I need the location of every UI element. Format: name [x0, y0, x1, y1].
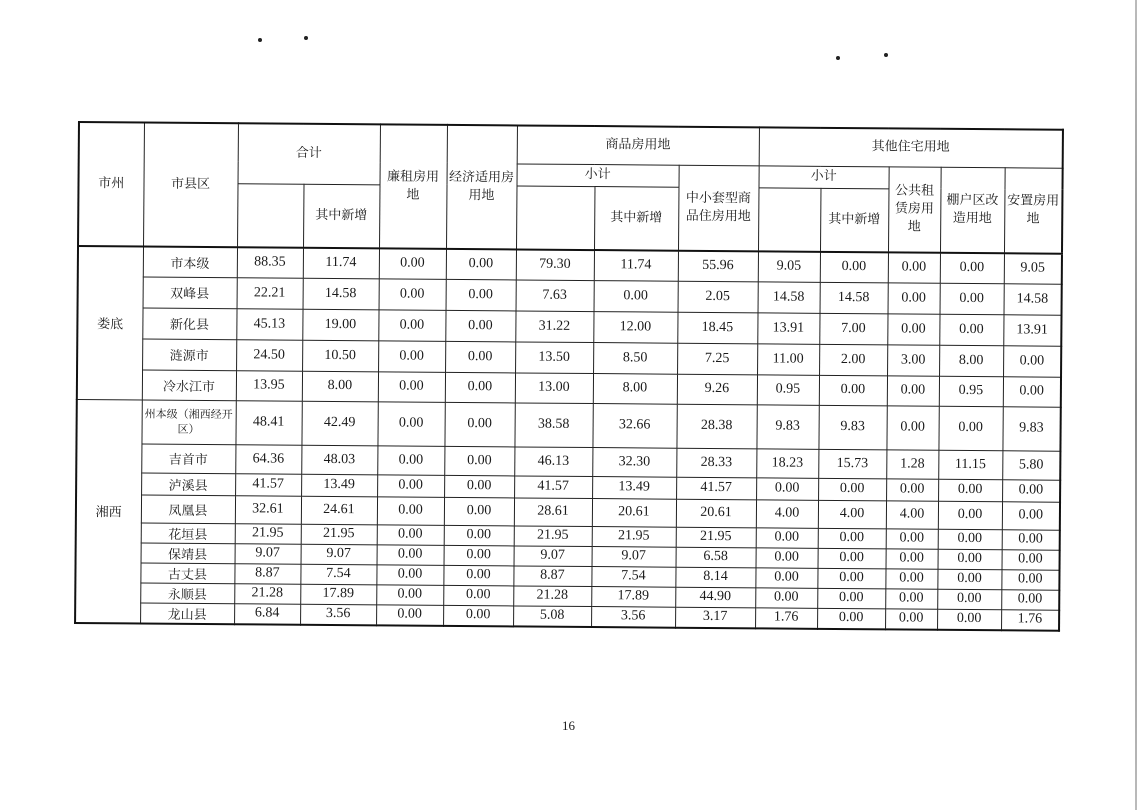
city-cell: 湘西 [75, 399, 142, 623]
header-other-shantytown: 棚户区改造用地 [940, 167, 1005, 254]
value-cell: 0.00 [379, 278, 446, 310]
value-cell: 0.00 [937, 609, 1001, 630]
value-cell: 13.49 [301, 474, 377, 497]
value-cell: 17.89 [591, 586, 675, 607]
value-cell: 9.83 [1002, 406, 1060, 450]
value-cell: 20.61 [676, 499, 756, 528]
value-cell: 0.00 [1002, 479, 1060, 501]
value-cell: 0.00 [443, 605, 513, 626]
value-cell: 0.00 [377, 544, 444, 565]
value-cell: 0.00 [885, 608, 937, 629]
value-cell: 0.00 [445, 310, 515, 342]
land-supply-table [74, 121, 1064, 631]
value-cell: 5.80 [1002, 450, 1060, 479]
table-body [75, 246, 1062, 630]
scan-speck [304, 36, 308, 40]
value-cell: 0.00 [445, 341, 515, 373]
value-cell: 0.00 [446, 279, 516, 311]
value-cell: 10.50 [302, 340, 378, 372]
value-cell: 7.00 [819, 313, 887, 345]
value-cell: 13.49 [592, 476, 676, 499]
value-cell: 9.07 [592, 546, 676, 567]
value-cell: 0.00 [885, 588, 937, 608]
value-cell: 14.58 [820, 282, 888, 314]
value-cell: 0.00 [1002, 501, 1060, 529]
county-cell: 泸溪县 [141, 473, 235, 496]
value-cell: 32.66 [592, 403, 676, 448]
value-cell: 0.00 [817, 608, 885, 629]
value-cell: 0.00 [756, 477, 818, 499]
header-other: 其他住宅用地 [759, 127, 1063, 167]
value-cell: 0.95 [757, 374, 819, 404]
value-cell: 21.95 [592, 526, 676, 547]
value-cell: 0.00 [886, 478, 938, 500]
county-cell: 涟源市 [142, 339, 236, 371]
value-cell: 4.00 [818, 500, 886, 529]
value-cell: 0.00 [818, 478, 886, 501]
value-cell: 3.17 [675, 607, 755, 628]
header-commercial: 商品房用地 [517, 125, 759, 165]
value-cell: 7.54 [591, 566, 675, 587]
value-cell: 7.63 [516, 279, 594, 311]
value-cell: 0.00 [937, 589, 1001, 610]
value-cell: 15.73 [818, 449, 886, 479]
value-cell: 0.00 [938, 501, 1002, 530]
value-cell: 48.41 [235, 400, 301, 445]
scan-speck [836, 56, 840, 60]
value-cell: 19.00 [302, 309, 378, 341]
value-cell: 0.00 [756, 527, 818, 547]
value-cell: 0.00 [938, 479, 1002, 502]
value-cell: 14.58 [1004, 283, 1062, 314]
header-county: 市县区 [143, 123, 238, 248]
county-cell: 花垣县 [141, 523, 235, 544]
value-cell: 0.00 [819, 375, 887, 406]
value-cell: 0.00 [444, 446, 514, 476]
city-cell: 娄底 [77, 246, 143, 400]
value-cell: 21.28 [513, 585, 591, 606]
value-cell: 0.00 [940, 283, 1004, 315]
value-cell: 41.57 [514, 475, 592, 498]
value-cell: 48.03 [301, 445, 377, 475]
county-cell: 保靖县 [141, 543, 235, 564]
county-cell: 凤凰县 [141, 495, 235, 524]
value-cell: 5.08 [513, 605, 591, 626]
value-cell: 18.23 [756, 448, 818, 477]
value-cell: 14.58 [303, 278, 379, 310]
value-cell: 41.57 [676, 477, 756, 500]
value-cell: 9.83 [818, 405, 886, 450]
value-cell: 9.05 [1004, 253, 1062, 283]
value-cell: 21.95 [676, 527, 756, 548]
value-cell: 1.76 [755, 607, 817, 628]
value-cell: 4.00 [756, 499, 818, 527]
value-cell: 0.00 [379, 248, 446, 279]
value-cell: 42.49 [301, 401, 377, 446]
value-cell: 0.00 [594, 280, 678, 312]
value-cell: 31.22 [515, 310, 593, 342]
value-cell: 32.30 [592, 447, 676, 477]
value-cell: 9.05 [758, 251, 820, 281]
value-cell: 22.21 [237, 277, 303, 309]
value-cell: 0.00 [886, 405, 938, 449]
value-cell: 0.00 [888, 282, 940, 313]
value-cell: 8.00 [593, 373, 677, 404]
value-cell: 0.00 [755, 587, 817, 607]
value-cell: 12.00 [593, 311, 677, 343]
value-cell: 0.00 [938, 549, 1002, 570]
value-cell: 13.91 [757, 312, 819, 343]
value-cell: 13.91 [1003, 314, 1061, 345]
value-cell: 0.00 [886, 548, 938, 568]
header-other-new: 其中新增 [820, 188, 889, 253]
value-cell: 11.74 [594, 250, 678, 281]
value-cell: 0.00 [755, 567, 817, 587]
value-cell: 2.00 [819, 344, 887, 376]
value-cell: 0.00 [887, 313, 939, 344]
header-other-subtotal: 小计 [759, 165, 889, 188]
county-cell: 双峰县 [143, 277, 237, 309]
header-lowrent: 廉租房用地 [379, 124, 447, 249]
header-other-public: 公共租赁房用地 [888, 166, 941, 252]
county-cell: 永顺县 [140, 583, 234, 604]
value-cell: 79.30 [516, 249, 594, 280]
value-cell: 0.00 [445, 372, 515, 403]
value-cell: 21.95 [514, 525, 592, 546]
value-cell: 32.61 [235, 495, 301, 524]
value-cell: 45.13 [236, 308, 302, 340]
value-cell: 0.00 [444, 497, 514, 526]
value-cell: 1.28 [886, 449, 938, 478]
value-cell: 8.87 [513, 565, 591, 586]
table-header [78, 122, 1063, 254]
value-cell: 0.00 [443, 565, 513, 586]
value-cell: 24.50 [236, 339, 302, 371]
value-cell: 46.13 [514, 446, 592, 476]
value-cell: 28.38 [676, 404, 756, 449]
county-cell: 古丈县 [140, 563, 234, 584]
value-cell: 0.00 [376, 564, 443, 585]
value-cell: 0.00 [818, 528, 886, 549]
value-cell: 8.00 [939, 345, 1003, 377]
scan-speck [258, 38, 262, 42]
table-row [76, 399, 1060, 451]
value-cell: 0.00 [444, 402, 514, 447]
value-cell: 3.56 [591, 606, 675, 627]
value-cell: 1.76 [1001, 609, 1059, 630]
value-cell: 0.00 [378, 340, 445, 372]
value-cell: 2.05 [678, 281, 758, 313]
value-cell: 8.14 [675, 567, 755, 588]
value-cell: 11.15 [938, 450, 1002, 480]
value-cell: 8.50 [593, 342, 677, 374]
county-cell: 市本级 [143, 247, 237, 278]
value-cell: 0.00 [818, 548, 886, 569]
value-cell: 21.95 [301, 524, 377, 545]
value-cell: 8.87 [234, 563, 300, 584]
header-total-blank [237, 183, 304, 248]
value-cell: 0.00 [937, 569, 1001, 590]
value-cell: 0.00 [887, 375, 939, 405]
value-cell: 0.00 [444, 475, 514, 498]
value-cell: 9.07 [301, 544, 377, 565]
header-commercial-subtotal-blank [516, 185, 595, 250]
header-city: 市州 [78, 122, 144, 247]
value-cell: 0.00 [756, 547, 818, 567]
county-cell: 龙山县 [140, 603, 234, 624]
value-cell: 6.58 [676, 547, 756, 568]
value-cell: 44.90 [675, 587, 755, 608]
header-commercial-new: 其中新增 [594, 186, 679, 251]
value-cell: 0.00 [1002, 549, 1060, 569]
value-cell: 3.56 [300, 604, 376, 625]
value-cell: 11.00 [757, 343, 819, 374]
value-cell: 21.28 [234, 583, 300, 604]
value-cell: 21.95 [235, 523, 301, 544]
value-cell: 0.00 [377, 401, 444, 446]
value-cell: 0.00 [885, 568, 937, 588]
value-cell: 0.00 [378, 371, 445, 402]
value-cell: 8.00 [302, 371, 378, 402]
value-cell: 13.95 [236, 370, 302, 401]
value-cell: 11.74 [303, 248, 379, 279]
value-cell: 0.00 [377, 524, 444, 545]
value-cell: 0.00 [1003, 345, 1061, 376]
value-cell: 0.00 [1001, 589, 1059, 609]
county-cell: 吉首市 [141, 444, 235, 474]
value-cell: 13.00 [515, 372, 593, 403]
value-cell: 7.54 [300, 564, 376, 585]
header-total: 合计 [238, 123, 380, 184]
value-cell: 0.00 [938, 529, 1002, 550]
value-cell: 0.00 [446, 249, 516, 280]
value-cell: 0.00 [939, 314, 1003, 346]
value-cell: 0.00 [1001, 569, 1059, 589]
value-cell: 0.00 [817, 568, 885, 589]
value-cell: 0.95 [939, 376, 1003, 407]
header-commercial-small: 中小套型商品住房用地 [678, 165, 759, 252]
value-cell: 18.45 [677, 312, 757, 344]
value-cell: 41.57 [235, 473, 301, 496]
value-cell: 0.00 [378, 309, 445, 341]
value-cell: 28.61 [514, 497, 592, 526]
county-cell: 新化县 [142, 308, 236, 340]
header-other-subtotal-blank [758, 187, 821, 251]
value-cell: 0.00 [938, 406, 1002, 451]
value-cell: 64.36 [235, 444, 301, 474]
value-cell: 88.35 [237, 247, 303, 278]
value-cell: 6.84 [234, 603, 300, 624]
value-cell: 0.00 [377, 474, 444, 497]
land-supply-table-sheet [74, 121, 1062, 631]
value-cell: 0.00 [377, 445, 444, 475]
header-other-resettle: 安置房用地 [1004, 167, 1063, 253]
value-cell: 0.00 [886, 528, 938, 548]
value-cell: 0.00 [444, 525, 514, 546]
value-cell: 4.00 [886, 500, 938, 528]
value-cell: 3.00 [887, 344, 939, 375]
value-cell: 0.00 [376, 604, 443, 625]
value-cell: 0.00 [444, 545, 514, 566]
value-cell: 9.83 [756, 404, 818, 448]
value-cell: 9.07 [514, 545, 592, 566]
value-cell: 0.00 [888, 252, 940, 282]
header-total-new: 其中新增 [303, 184, 380, 249]
value-cell: 0.00 [817, 588, 885, 609]
page-number: 16 [562, 718, 575, 733]
value-cell: 55.96 [678, 251, 758, 282]
value-cell: 17.89 [300, 584, 376, 605]
value-cell: 13.50 [515, 341, 593, 373]
value-cell: 9.07 [235, 543, 301, 564]
value-cell: 0.00 [377, 496, 444, 525]
header-commercial-subtotal: 小计 [517, 163, 679, 186]
value-cell: 9.26 [677, 374, 757, 405]
value-cell: 0.00 [376, 584, 443, 605]
scan-speck [884, 53, 888, 57]
value-cell: 0.00 [1002, 529, 1060, 549]
county-cell: 州本级（湘西经开区） [141, 400, 235, 445]
value-cell: 24.61 [301, 496, 377, 525]
value-cell: 14.58 [758, 281, 820, 312]
county-cell: 冷水江市 [142, 370, 236, 401]
value-cell: 0.00 [820, 252, 888, 283]
value-cell: 0.00 [443, 585, 513, 606]
value-cell: 20.61 [592, 498, 676, 527]
value-cell: 0.00 [1003, 376, 1061, 406]
value-cell: 38.58 [514, 402, 592, 447]
value-cell: 0.00 [940, 253, 1004, 284]
value-cell: 28.33 [676, 448, 756, 478]
value-cell: 7.25 [677, 343, 757, 375]
header-affordable: 经济适用房用地 [446, 125, 517, 250]
